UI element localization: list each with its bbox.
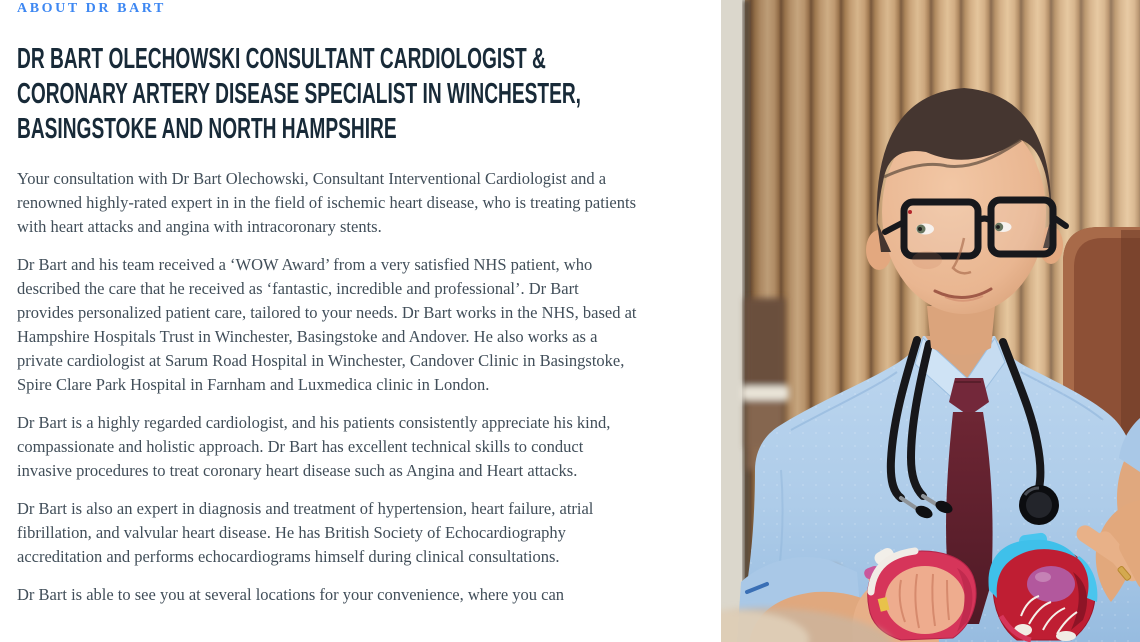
page-title-line-2: CORONARY ARTERY DISEASE SPECIALIST IN WINCHESTER, bbox=[17, 78, 581, 110]
page-title bbox=[17, 42, 637, 147]
doctor-photo-illustration bbox=[721, 0, 1140, 642]
expertise-paragraph: Dr Bart is also an expert in diagnosis and treatment of hypertension, heart failure, atrial fibrillation, and valvular heart disease. He has British Society of Echocardiography accreditation and performs echocardiograms himself during clinical consultations. bbox=[17, 499, 594, 566]
about-body-copy bbox=[17, 167, 721, 607]
reputation-paragraph: Dr Bart is a highly regarded cardiologist, and his patients consistently appreciate his kind, compassionate and holistic approach. Dr Bart has excellent technical skills to conduct invasive procedures to treat coronary heart disease such as Angina and Heart attacks. bbox=[17, 413, 611, 480]
wow-award-paragraph: Dr Bart and his team received a ‘WOW Award’ from a very satisfied NHS patient, who described the care that he received as ‘fantastic, incredible and professional’. Dr Bart provides personalized patient care, tailored to your needs. Dr Bart works in the NHS, based at Hampshire Hospitals Trust in Winchester, Basingstoke and Andover. He also works as a private cardiologist at Sarum Road Hospital in Winchester, Candover Clinic in Basingstoke, Spire Clare Park Hospital in Farnham and Luxmedica clinic in London. bbox=[17, 255, 637, 394]
locations-paragraph: Dr Bart is able to see you at several locations for your convenience, where you can bbox=[17, 585, 565, 604]
intro-paragraph: Your consultation with Dr Bart Olechowski, Consultant Interventional Cardiologist and a renowned highly-rated expert in in the field of ischemic heart disease, who is treating patients with heart attacks and angina with intracoronary stents. bbox=[17, 169, 637, 236]
glasses bbox=[885, 200, 1066, 256]
page-title-line-1: DR BART OLECHOWSKI CONSULTANT CARDIOLOGIST & bbox=[17, 43, 546, 75]
heart-model-left-half bbox=[863, 546, 976, 640]
doctor-photo bbox=[721, 0, 1140, 642]
section-eyebrow: ABOUT DR BART bbox=[17, 1, 166, 16]
page-title-line-3: BASINGSTOKE AND NORTH HAMPSHIRE bbox=[17, 113, 397, 145]
